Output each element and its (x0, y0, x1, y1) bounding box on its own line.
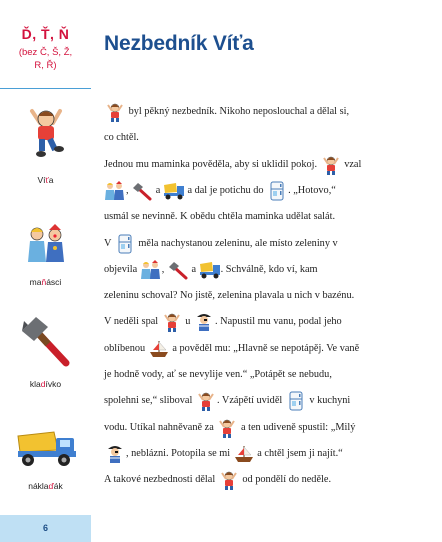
story-text-segment: vzal (341, 158, 362, 170)
word-kladivko-post: ívko (45, 379, 62, 389)
word-vita (0, 175, 91, 185)
word-manasci-hl: ň (41, 277, 47, 287)
boy-vita-picture (20, 103, 72, 159)
page-number: 6 (42, 523, 48, 533)
boy-vita-icon (218, 470, 240, 490)
word-kladivko (0, 379, 91, 389)
story-text-segment: od pondělí do neděle. (239, 474, 332, 486)
word-nakladak (0, 481, 91, 491)
story-line (104, 207, 335, 227)
story-text-segment: oblíbenou (104, 342, 148, 354)
story-line (104, 181, 336, 201)
hammer-icon (167, 260, 189, 280)
word-kladivko-pre: kla (29, 379, 41, 389)
boy-vita-icon (320, 155, 342, 175)
puppets-picture (24, 224, 70, 264)
story-text-segment: . Vzápětí uviděl (216, 395, 285, 407)
word-manasci-post: ásci (46, 277, 62, 287)
boy-vita-icon (216, 418, 238, 438)
story-text-segment: v kuchyni (306, 395, 351, 407)
boy-vita-icon (195, 391, 217, 411)
word-manasci-pre: ma (29, 277, 42, 287)
story-text-segment: a (153, 184, 163, 196)
hammer-picture (18, 313, 74, 369)
letters-note-line1: (bez Č, Š, Ž, (18, 47, 73, 58)
story-text-segment: Jednou mu maminka pověděla, aby si uklidil pokoj. (104, 158, 320, 170)
story-line (104, 470, 331, 490)
story-line (104, 444, 343, 464)
story-text-segment: měla nachystanou zeleninu, ale místo zeleniny v (135, 237, 338, 249)
letters-header (0, 26, 91, 72)
story-line (104, 155, 361, 175)
story-line (104, 312, 342, 332)
letters-note-line2: R, Ř) (34, 60, 57, 71)
fridge-icon (266, 181, 288, 201)
story-text-segment: vodu. Utíkal nahněvaně za (104, 421, 217, 433)
story-text-segment: zeleninu schoval? No jistě, zelenina plavala u nich v bazénu. (104, 290, 355, 302)
story-text-segment: V neděli spal (104, 316, 161, 328)
fridge-icon (285, 391, 307, 411)
story-text-segment: . Schválně, kdo ví, kam (220, 263, 318, 275)
word-nakladak-hl: ď (48, 481, 54, 491)
story-text-segment: a chtěl jsem ji najít.“ (254, 447, 343, 459)
story-line (104, 418, 355, 438)
story-line (104, 365, 332, 385)
story-text-segment: V (104, 237, 114, 249)
story-text-segment: , (126, 184, 132, 196)
pirate-icon (104, 444, 126, 464)
story-line (104, 286, 354, 306)
story-line (104, 128, 139, 148)
story-text-segment: . Napustil mu vanu, podal jeho (215, 316, 342, 328)
dump-truck-icon (163, 181, 185, 201)
sidebar-divider (0, 88, 91, 89)
story-text-segment: co chtěl. (104, 132, 139, 144)
story-line (104, 234, 338, 254)
ship-icon (233, 444, 255, 464)
story-text-segment: objevila (104, 263, 140, 275)
story-text-segment: u (182, 316, 194, 328)
dump-truck-icon (199, 260, 221, 280)
pirate-icon (193, 312, 215, 332)
ship-icon (148, 339, 170, 359)
story-line (104, 102, 349, 122)
word-vita-post: a (48, 175, 54, 185)
story-line (104, 339, 359, 359)
word-vita-hl: ť (45, 175, 49, 185)
word-nakladak-post: ák (53, 481, 63, 491)
story-text-segment: , (161, 263, 167, 275)
fridge-icon (114, 234, 136, 254)
story-text-segment: A takové nezbednosti dělal (104, 474, 218, 486)
story-text-segment: spolehni se,“ sliboval (104, 395, 195, 407)
story-text-segment: a pověděl mu: „Hlavně se nepotápěj. Ve vaně (169, 342, 360, 354)
dump-truck-picture (14, 428, 80, 468)
puppets-icon (140, 260, 162, 280)
boy-vita-icon (161, 312, 183, 332)
story-text-segment: usmál se nevinně. K obědu chtěla maminka udělat salát. (104, 211, 336, 223)
page-title: Nezbedník Víťa (104, 32, 254, 55)
story-text-segment: . „Hotovo,“ (288, 184, 336, 196)
letters-note (0, 46, 91, 72)
story-text-segment: a dal je potichu do (184, 184, 267, 196)
story-line (104, 391, 350, 411)
story-text-segment: , neblázni. Potopila se mi (126, 447, 233, 459)
sidebar (0, 0, 91, 542)
story-text-segment: a (188, 263, 199, 275)
story-line (104, 260, 318, 280)
hammer-icon (131, 181, 153, 201)
story-text-segment: a ten udiveně spustil: „Milý (238, 421, 356, 433)
story-text-segment: byl pěkný nezbedník. Nikoho neposlouchal a dělal si, (126, 106, 350, 117)
puppets-icon (104, 181, 126, 201)
word-kladivko-hl: d (40, 379, 46, 389)
word-nakladak-pre: nákla (28, 481, 49, 491)
story-text-segment: je hodně vody, ať se nevylije ven.“ „Potápět se nebudu, (104, 369, 332, 380)
word-vita-pre: Ví (37, 175, 46, 185)
boy-vita-icon (104, 102, 126, 122)
word-manasci (0, 277, 91, 287)
letters-title: Ď, Ť, Ň (21, 26, 70, 42)
